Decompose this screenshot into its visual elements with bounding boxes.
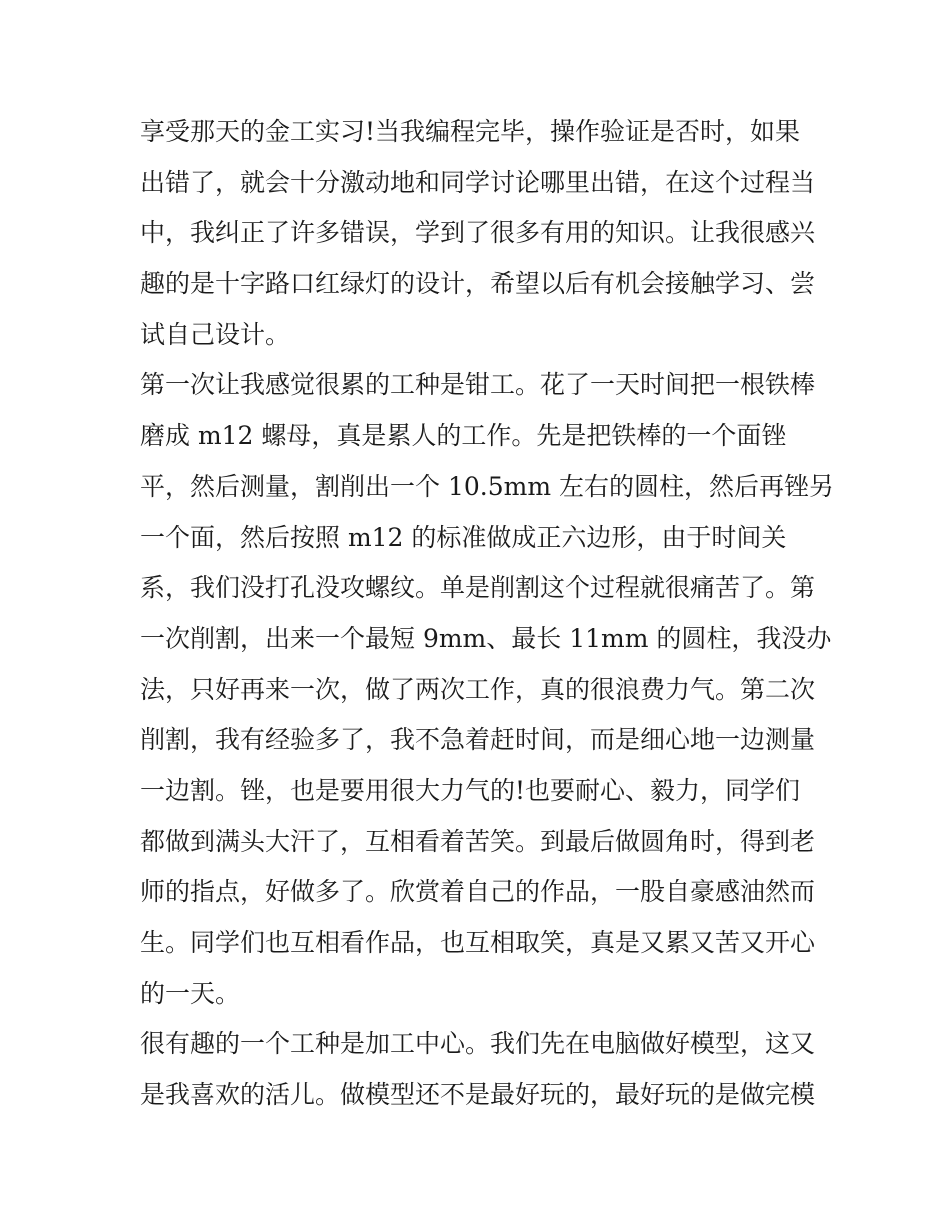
text-line-11: 一次削割，出来一个最短 9mm、最长 11mm 的圆柱，我没办: [140, 623, 832, 653]
text-line-13: 削割，我有经验多了，我不急着赶时间，而是细心地一边测量: [140, 725, 816, 755]
text-line-12: 法，只好再来一次，做了两次工作，真的很浪费力气。第二次: [140, 674, 816, 704]
text-line-5: 试自己设计。: [140, 319, 291, 349]
text-line-20: 是我喜欢的活儿。做模型还不是最好玩的，最好玩的是做完模: [140, 1080, 816, 1110]
text-line-18: 的一天。: [140, 978, 241, 1008]
text-line-19: 很有趣的一个工种是加工中心。我们先在电脑做好模型，这又: [140, 1029, 816, 1059]
text-line-2: 出错了，就会十分激动地和同学讨论哪里出错，在这个过程当: [140, 167, 816, 197]
text-line-7: 磨成 m12 螺母，真是累人的工作。先是把铁棒的一个面锉: [140, 421, 787, 451]
text-line-1: 享受那天的金工实习!当我编程完毕，操作验证是否时，如果: [140, 117, 801, 146]
text-line-6: 第一次让我感觉很累的工种是钳工。花了一天时间把一根铁棒: [140, 370, 816, 400]
text-line-4: 趣的是十字路口红绿灯的设计，希望以后有机会接触学习、尝: [140, 269, 816, 299]
text-line-17: 生。同学们也互相看作品，也互相取笑，真是又累又苦又开心: [140, 928, 816, 957]
text-line-14: 一边割。锉，也是要用很大力气的!也要耐心、毅力，同学们: [140, 775, 801, 805]
text-line-10: 系，我们没打孔没攻螺纹。单是削割这个过程就很痛苦了。第: [140, 573, 816, 603]
body-text: [140, 107, 834, 1121]
text-line-8: 平，然后测量，割削出一个 10.5mm 左右的圆柱，然后再锉另: [140, 471, 834, 501]
text-line-9: 一个面，然后按照 m12 的标准做成正六边形，由于时间关: [140, 522, 787, 552]
text-line-3: 中，我纠正了许多错误，学到了很多有用的知识。让我很感兴: [140, 218, 816, 248]
text-line-15: 都做到满头大汗了，互相看着苦笑。到最后做圆角时，得到老: [140, 826, 816, 856]
text-line-16: 师的指点，好做多了。欣赏着自己的作品，一股自豪感油然而: [140, 877, 816, 907]
